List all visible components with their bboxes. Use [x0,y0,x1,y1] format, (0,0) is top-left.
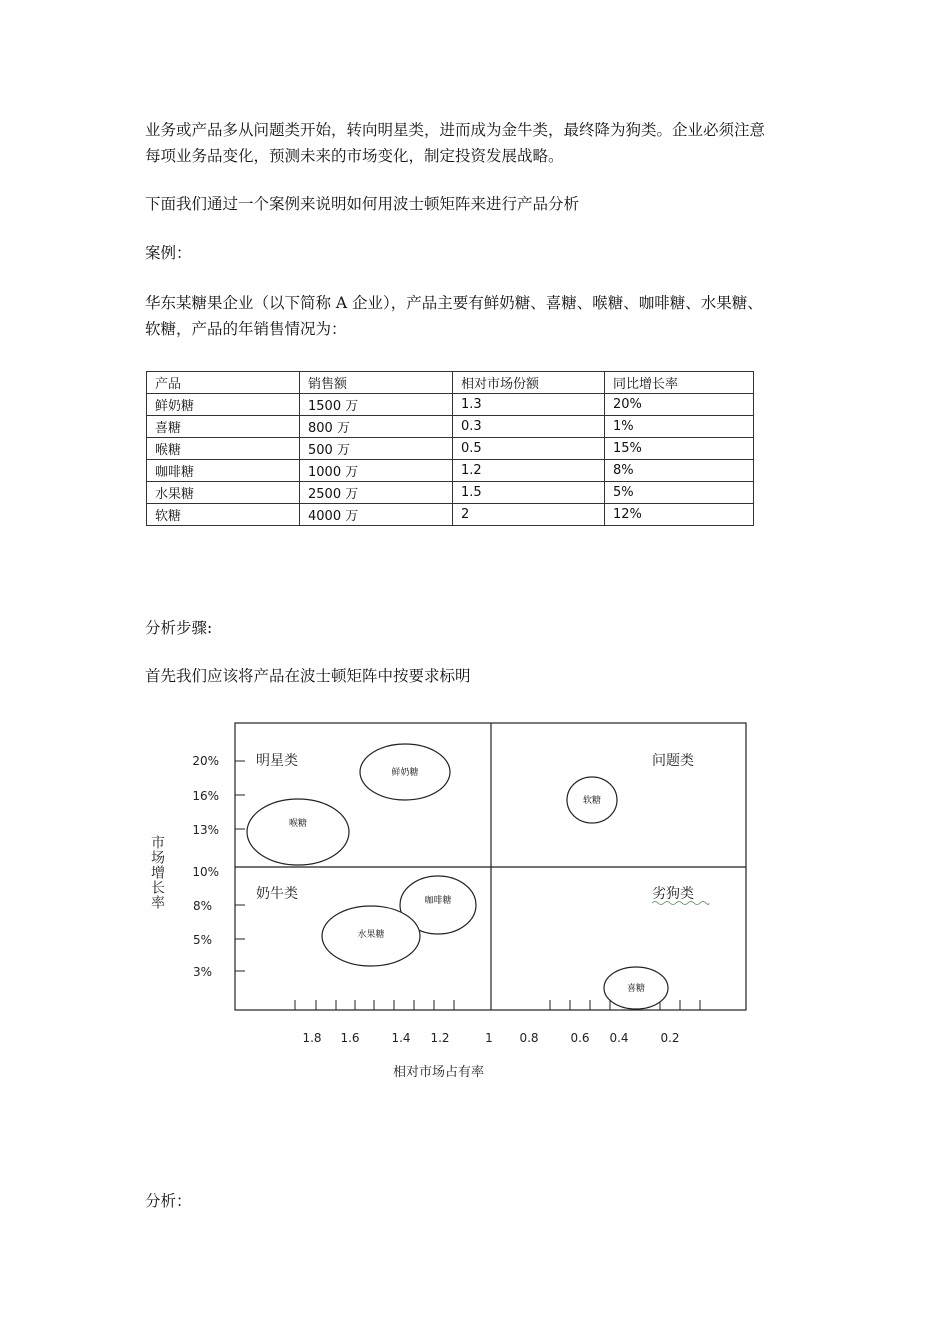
table-header-cell: 销售额 [300,372,453,394]
table-cell: 0.5 [453,438,605,460]
table-cell: 1500 万 [300,394,453,416]
table-cell: 800 万 [300,416,453,438]
analysis-heading: 分析： [145,1192,192,1210]
bubble-label: 喜糖 [626,984,646,994]
table-cell: 1% [605,416,754,438]
x-axis-label: 相对市场占有率 [393,1065,485,1080]
table-cell: 1.3 [453,394,605,416]
y-tick-label: 5% [192,933,212,947]
table-row [147,460,754,482]
intro-line-1: 业务或产品多从问题类开始，转向明星类，进而成为金牛类，最终降为狗类。企业必须注意 [145,121,766,139]
table-header-cell: 相对市场份额 [453,372,605,394]
analysis-steps-heading: 分析步骤: [145,619,213,637]
bubble-label: 喉糖 [288,819,308,829]
x-tick-label: 1.2 [430,1031,450,1045]
y-tick-label: 10% [192,865,219,879]
analysis-steps-text: 首先我们应该将产品在波士顿矩阵中按要求标明 [145,667,471,685]
x-tick-label: 0.8 [519,1031,539,1045]
table-cell: 1000 万 [300,460,453,482]
table-cell: 咖啡糖 [147,460,300,482]
table-cell: 20% [605,394,754,416]
quadrant-label-cow: 奶牛类 [256,886,298,902]
table-header-row [147,372,754,394]
x-tick-label: 1.8 [302,1031,322,1045]
table-cell: 0.3 [453,416,605,438]
x-tick-label: 0.2 [660,1031,680,1045]
bubble-label: 软糖 [582,796,602,806]
table-row [147,438,754,460]
table-cell: 500 万 [300,438,453,460]
table-row [147,394,754,416]
table-cell: 1.5 [453,482,605,504]
table-cell: 2500 万 [300,482,453,504]
y-tick-label: 8% [192,899,212,913]
case-desc-line-1: 华东某糖果企业（以下简称 A 企业），产品主要有鲜奶糖、喜糖、喉糖、咖啡糖、水果糖、 [145,294,763,312]
x-tick-label: 1.6 [340,1031,360,1045]
table-cell: 喜糖 [147,416,300,438]
y-axis-label: 市场增长率 [149,835,165,910]
table-cell: 5% [605,482,754,504]
case-intro: 下面我们通过一个案例来说明如何用波士顿矩阵来进行产品分析 [145,195,580,213]
y-tick-marks [235,761,245,971]
case-desc-line-2: 软糖，产品的年销售情况为： [145,320,347,338]
bubble-label: 水果糖 [357,930,385,940]
y-tick-label: 20% [192,754,219,768]
x-tick-label: 1 [485,1031,493,1045]
table-cell: 软糖 [147,504,300,526]
x-tick-label: 0.6 [570,1031,590,1045]
table-row [147,504,754,526]
y-tick-label: 13% [192,823,219,837]
table-cell: 12% [605,504,754,526]
bubble-throat-candy [247,799,349,865]
bcg-matrix [140,715,780,1090]
table-cell: 4000 万 [300,504,453,526]
table-cell: 2 [453,504,605,526]
quadrant-label-dog: 劣狗类 [652,886,694,902]
table-cell: 1.2 [453,460,605,482]
bubble-label: 咖啡糖 [424,896,452,906]
table-cell: 喉糖 [147,438,300,460]
table-row [147,482,754,504]
quadrant-label-question: 问题类 [652,753,694,769]
table-header-cell: 同比增长率 [605,372,754,394]
x-tick-label: 1.4 [391,1031,411,1045]
y-tick-label: 3% [192,965,212,979]
intro-line-2: 每项业务品变化，预测未来的市场变化，制定投资发展战略。 [145,147,564,165]
table-cell: 15% [605,438,754,460]
table-cell: 鲜奶糖 [147,394,300,416]
sales-table [146,371,754,526]
bubble-label: 鲜奶糖 [391,768,419,778]
table-header-cell: 产品 [147,372,300,394]
x-tick-label: 0.4 [609,1031,629,1045]
table-cell: 水果糖 [147,482,300,504]
table-row [147,416,754,438]
y-tick-label: 16% [192,789,219,803]
case-heading: 案例： [145,244,192,262]
quadrant-label-star: 明星类 [256,753,298,769]
table-cell: 8% [605,460,754,482]
